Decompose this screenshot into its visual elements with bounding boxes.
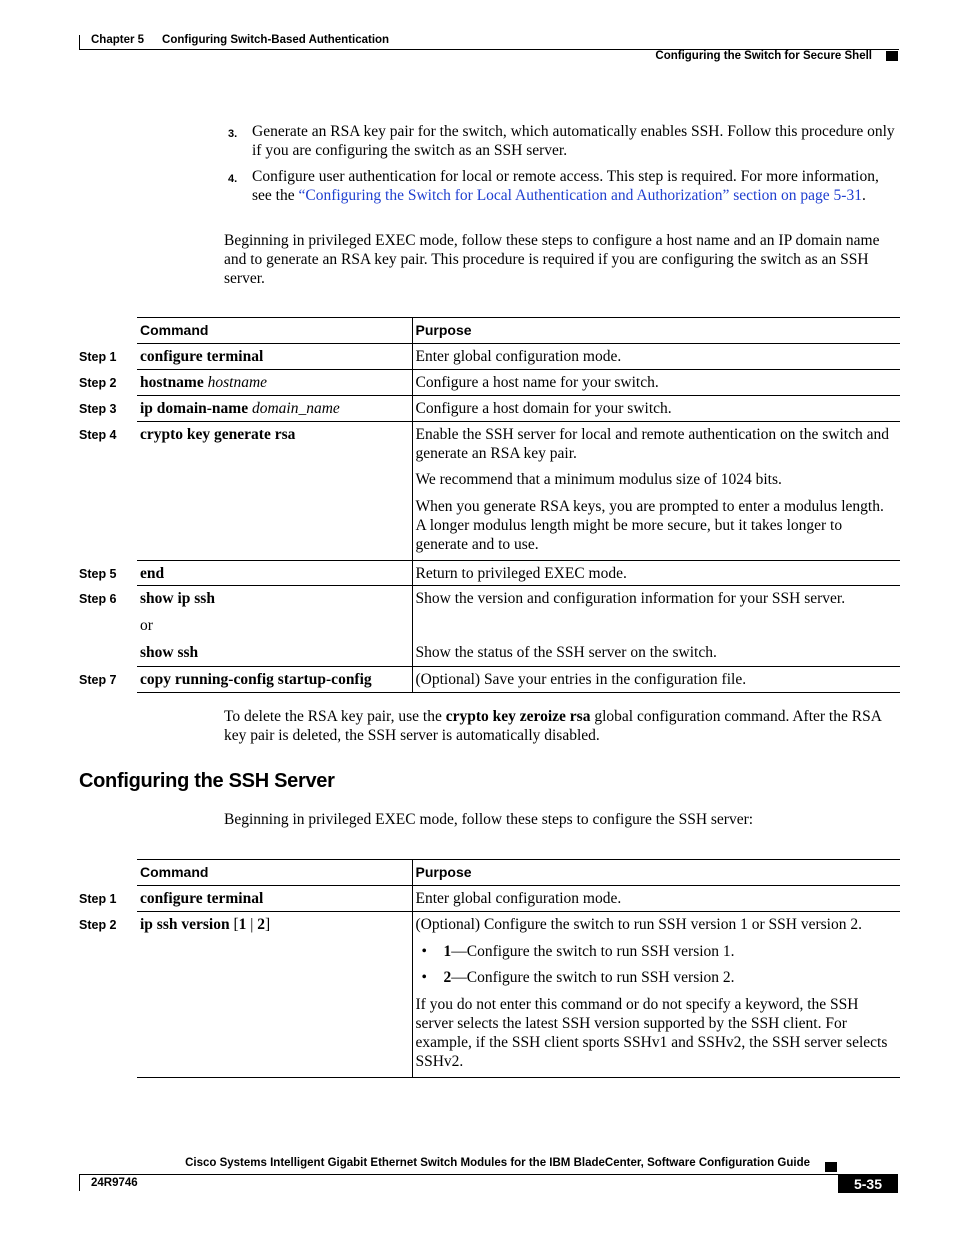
- purpose-paragraph: Show the version and configuration information for your SSH server.: [415, 590, 846, 607]
- footer-doc-number: 24R9746: [91, 1177, 138, 1189]
- table-header-command: Command: [137, 860, 412, 886]
- purpose-paragraph: Show the status of the SSH server on the switch.: [415, 644, 717, 661]
- purpose-cell: [412, 912, 900, 1078]
- command-cell: configure terminal: [137, 886, 412, 912]
- purpose-paragraph: (Optional) Configure the switch to run SSH version 1 or SSH version 2.: [415, 916, 862, 933]
- table-row: [79, 422, 900, 561]
- chapter-number: Chapter 5: [91, 34, 145, 46]
- table-header-purpose: Purpose: [412, 318, 900, 344]
- header-left-bar: [79, 35, 80, 50]
- intro-paragraph-2: Beginning in privileged EXEC mode, follow these steps to configure the SSH server:: [224, 811, 754, 828]
- purpose-cell: Return to privileged EXEC mode.: [412, 561, 900, 586]
- purpose-paragraph: We recommend that a minimum modulus size of 1024 bits.: [415, 471, 782, 488]
- purpose-cell: Configure a host name for your switch.: [412, 370, 900, 396]
- procedure-table-2: [79, 859, 900, 1078]
- list-text: Generate an RSA key pair for the switch, which automatically enables SSH. Follow this procedure only if you are configuring the switch as an SSH server.: [252, 123, 895, 159]
- cross-reference-link[interactable]: “Configuring the Switch for Local Authentication and Authorization” section on page 5-31: [298, 187, 862, 204]
- chapter-title: Configuring Switch-Based Authentication: [162, 34, 390, 46]
- list-number: 4.: [228, 173, 238, 185]
- table-row: [79, 586, 900, 667]
- purpose-cell: Enter global configuration mode.: [412, 344, 900, 370]
- command-cell: copy running-config startup-config: [137, 667, 412, 693]
- purpose-paragraph: When you generate RSA keys, you are prompted to enter a modulus length. A longer modulus length might be more secure, but it takes longer to generate and to use.: [415, 498, 884, 553]
- purpose-cell: [412, 422, 900, 561]
- purpose-cell: Enter global configuration mode.: [412, 886, 900, 912]
- command-cell: ip ssh version [1 | 2]: [137, 912, 412, 1078]
- footer-left-bar: [79, 1174, 80, 1191]
- command-cell: crypto key generate rsa: [137, 422, 412, 561]
- table-row: [79, 344, 900, 370]
- step-label: Step 2: [79, 375, 117, 390]
- step-label: Step 4: [79, 427, 117, 442]
- bullet-item: • 2—Configure the switch to run SSH version 2.: [421, 969, 735, 986]
- command-cell: configure terminal: [137, 344, 412, 370]
- table-row: [79, 561, 900, 586]
- footer-book-title: Cisco Systems Intelligent Gigabit Ethernet Switch Modules for the IBM BladeCenter, Software Configuration Guide: [185, 1157, 810, 1169]
- header-marker: [886, 51, 898, 61]
- table-row: [79, 396, 900, 422]
- command-cell: show ip ssh or show ssh: [137, 586, 412, 667]
- step-label: Step 1: [79, 349, 117, 364]
- or-text: or: [140, 617, 153, 634]
- list-text: [252, 167, 898, 205]
- step-label: Step 5: [79, 566, 117, 581]
- purpose-cell: Configure a host domain for your switch.: [412, 396, 900, 422]
- list-text-before: Configure user authentication for local or remote access. This step is required. For more information, see the: [252, 168, 879, 204]
- delete-note: To delete the RSA key pair, use the crypto key zeroize rsa global configuration command. After the RSA key pair is deleted, the SSH server is automatically disabled.: [224, 708, 882, 744]
- list-item-4: [228, 167, 898, 205]
- header-section-title: Configuring the Switch for Secure Shell: [655, 50, 872, 62]
- purpose-paragraph: If you do not enter this command or do not specify a keyword, the SSH server selects the latest SSH version supported by the SSH client. For example, if the SSH client sports SSHv1 and SSHv2, the SSH server selects SSHv2.: [415, 996, 888, 1070]
- inline-command: crypto key zeroize rsa: [445, 708, 591, 725]
- step-label: Step 3: [79, 401, 117, 416]
- purpose-cell: (Optional) Save your entries in the configuration file.: [412, 667, 900, 693]
- bullet-item: • 1—Configure the switch to run SSH version 1.: [421, 943, 735, 960]
- purpose-paragraph: Enable the SSH server for local and remote authentication on the switch and generate an RSA key pair.: [415, 426, 889, 462]
- purpose-cell: [412, 586, 900, 667]
- table-row: [79, 667, 900, 693]
- step-label: Step 6: [79, 591, 117, 606]
- list-item-3: [228, 122, 898, 160]
- section-heading: Configuring the SSH Server: [79, 770, 335, 792]
- table-header-command: Command: [137, 318, 412, 344]
- footer-marker: [825, 1162, 837, 1172]
- list-text-after: .: [861, 187, 866, 204]
- intro-paragraph-1: Beginning in privileged EXEC mode, follow these steps to configure a host name and an IP domain name and to generate an RSA key pair. This procedure is required if you are configuring the switch as an SSH server.: [224, 232, 880, 287]
- table-row: [79, 886, 900, 912]
- step-label: Step 2: [79, 917, 117, 932]
- list-number: 3.: [228, 128, 238, 140]
- header-chapter: [91, 34, 389, 46]
- table-header-purpose: Purpose: [412, 860, 900, 886]
- table-row: [79, 912, 900, 1078]
- command-cell: end: [137, 561, 412, 586]
- step-label: Step 7: [79, 672, 117, 687]
- footer-rule: [79, 1174, 838, 1175]
- procedure-table-1: [79, 317, 900, 693]
- page-number: 5-35: [838, 1174, 898, 1193]
- step-label: Step 1: [79, 891, 117, 906]
- table-row: [79, 370, 900, 396]
- command-cell: hostname hostname: [137, 370, 412, 396]
- command-cell: ip domain-name domain_name: [137, 396, 412, 422]
